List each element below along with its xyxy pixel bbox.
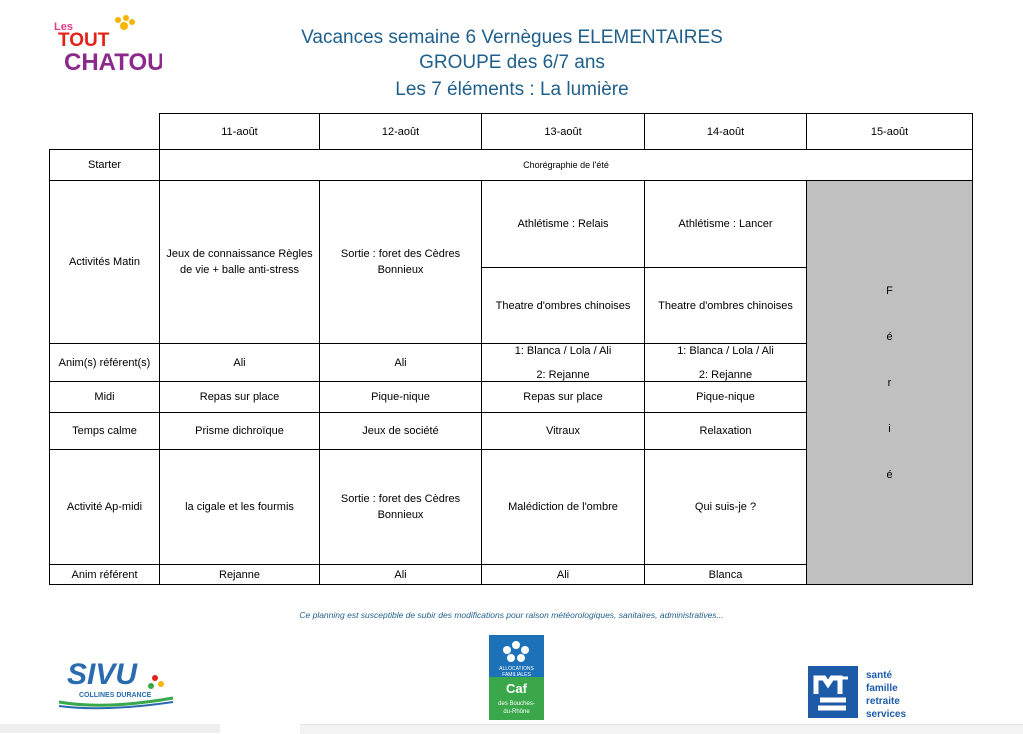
planning-table: [49, 113, 973, 585]
day-header-2: 12-août: [320, 114, 482, 150]
corner-cell: [50, 114, 160, 150]
sivu-logo-graphic: [55, 652, 175, 710]
midi-day4: Pique-nique: [645, 382, 807, 413]
row-label-anim-matin: Anim(s) référent(s): [50, 344, 160, 382]
midi-day3: Repas sur place: [482, 382, 645, 413]
row-label-midi: Midi: [50, 382, 160, 413]
caf-line1: ALLOCATIONS: [499, 666, 534, 672]
page-title-line1: Vacances semaine 6 Vernègues ELEMENTAIRES: [301, 27, 723, 48]
calme-day3: Vitraux: [482, 413, 645, 450]
msa-line1: santé: [866, 670, 893, 681]
calme-day2: Jeux de société: [320, 413, 482, 450]
day-header-3: 13-août: [482, 114, 645, 150]
msa-line2: famille: [866, 683, 898, 694]
planning-note: Ce planning est susceptible de subir des modifications pour raison météorologiques, sanitaires, administratives...: [299, 610, 724, 620]
msa-logo-graphic: [806, 664, 918, 720]
msa-logo: [806, 664, 918, 720]
day-header-4: 14-août: [645, 114, 807, 150]
day-header-5: 15-août: [807, 114, 973, 150]
anim-ap-day1: Rejanne: [160, 565, 320, 585]
svg-text:Les: Les: [54, 21, 73, 33]
msa-line4: services: [866, 709, 907, 720]
calme-day4: Relaxation: [645, 413, 807, 450]
anim-matin-day4: [645, 344, 807, 382]
ferie-letter-3: r: [887, 376, 892, 389]
svg-text:CHATOU: CHATOU: [64, 49, 162, 76]
svg-text:TOUT: TOUT: [58, 30, 110, 51]
svg-text:COLLINES DURANCE: COLLINES DURANCE: [79, 692, 152, 699]
page-title-line2: GROUPE des 6/7 ans: [419, 52, 605, 73]
tout-chatou-logo: [52, 14, 162, 76]
row-label-anim-ap: Anim référent: [50, 565, 160, 585]
matin-day2: Sortie : foret des Cèdres Bonnieux: [320, 181, 482, 344]
ferie-letter-2: é: [886, 330, 893, 343]
day-header-1: 11-août: [160, 114, 320, 150]
row-label-matin: Activités Matin: [50, 181, 160, 344]
anim-matin-day3-line1: 1: Blanca / Lola / Ali: [514, 344, 612, 357]
caf-name: Caf: [506, 681, 527, 696]
row-label-calme: Temps calme: [50, 413, 160, 450]
midi-day1: Repas sur place: [160, 382, 320, 413]
apmidi-day3: Malédiction de l'ombre: [482, 450, 645, 565]
caf-logo-graphic: [489, 635, 544, 720]
msa-line3: retraite: [866, 696, 900, 707]
matin-day4-top: Athlétisme : Lancer: [645, 181, 807, 268]
anim-matin-day3: [482, 344, 645, 382]
apmidi-day4: Qui suis-je ?: [645, 450, 807, 565]
page-title-line3: Les 7 éléments : La lumière: [395, 79, 629, 100]
anim-matin-day1: Ali: [160, 344, 320, 382]
anim-ap-day4: Blanca: [645, 565, 807, 585]
matin-day3-top: Athlétisme : Relais: [482, 181, 645, 268]
caf-logo: [489, 635, 544, 720]
anim-matin-day3-line2: 2: Rejanne: [536, 368, 590, 381]
apmidi-day2: Sortie : foret des Cèdres Bonnieux: [320, 450, 482, 565]
matin-day1: Jeux de connaissance Règles de vie + balle anti-stress: [160, 181, 320, 344]
row-label-apmidi: Activité Ap-midi: [50, 450, 160, 565]
scrollbar-left[interactable]: [0, 724, 220, 733]
tout-chatou-logo-graphic: [52, 14, 162, 76]
apmidi-day1: la cigale et les fourmis: [160, 450, 320, 565]
matin-day4-bottom: Theatre d'ombres chinoises: [645, 268, 807, 344]
anim-matin-day4-line2: 2: Rejanne: [698, 368, 753, 381]
ferie-letter-4: i: [888, 422, 891, 435]
starter-cell: Chorégraphie de l'été: [160, 150, 973, 181]
anim-ap-day3: Ali: [482, 565, 645, 585]
caf-line3: des Bouches-: [498, 701, 535, 707]
caf-line2: FAMILIALES: [502, 672, 531, 678]
calme-day1: Prisme dichroïque: [160, 413, 320, 450]
midi-day2: Pique-nique: [320, 382, 482, 413]
ferie-cell: [807, 181, 973, 585]
caf-line4: du-Rhône: [503, 709, 530, 715]
row-label-starter: Starter: [50, 150, 160, 181]
ferie-letter-1: F: [886, 284, 893, 297]
ferie-letter-5: é: [886, 468, 893, 481]
anim-matin-day2: Ali: [320, 344, 482, 382]
matin-day3-bottom: Theatre d'ombres chinoises: [482, 268, 645, 344]
sivu-logo: [55, 652, 175, 710]
anim-ap-day2: Ali: [320, 565, 482, 585]
svg-text:SIVU: SIVU: [67, 658, 138, 691]
anim-matin-day4-line1: 1: Blanca / Lola / Ali: [677, 344, 774, 357]
